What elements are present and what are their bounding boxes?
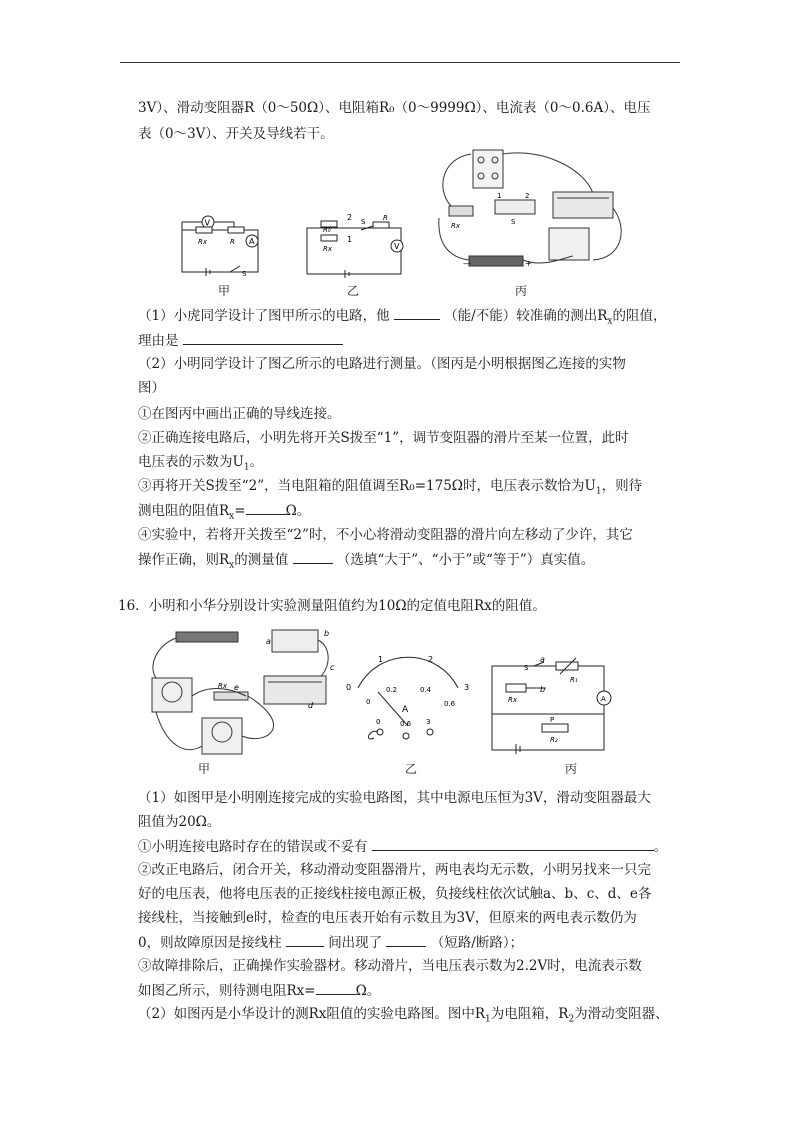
q15-s3b: ，则待 <box>601 478 643 494</box>
q16-blank-terminals[interactable] <box>286 932 324 947</box>
meter-t0: 0 <box>346 683 352 692</box>
fig-b-rx: Rx <box>323 245 333 253</box>
caption-yi-15: 乙 <box>347 284 360 298</box>
q15-blank-rx[interactable] <box>246 500 286 515</box>
q16-s2d3: （短路/断路）； <box>430 935 524 951</box>
fig-a-rx: Rx <box>198 238 208 246</box>
fig-c-rx: Rx <box>451 222 461 230</box>
fig-c-minus: — <box>463 259 471 268</box>
q15-step3-line1 <box>138 476 642 502</box>
fig-a-a: A <box>249 237 255 246</box>
fig16a-d: d <box>308 701 314 710</box>
q16-step1 <box>138 836 667 857</box>
q15-step1: ①在图丙中画出正确的导线连接。 <box>138 406 341 422</box>
q15-blank-reason[interactable] <box>183 330 343 345</box>
q16-s3b2: Ω。 <box>355 983 381 999</box>
q16-sub-1: 1 <box>485 1014 491 1025</box>
meter-t2: 2 <box>428 655 434 664</box>
fig16c-am: A <box>601 695 606 703</box>
q15-sub-x-1: x <box>607 316 613 327</box>
fig-c-plus: + <box>525 259 532 268</box>
meter-unit: A <box>402 705 409 715</box>
circuit-figure-yi <box>303 208 411 280</box>
fig16c-a: a <box>540 655 545 664</box>
circuit-figure-bing-16 <box>486 652 618 756</box>
fig-c-s: S <box>511 218 516 226</box>
q16-step2-line4 <box>138 932 523 953</box>
q15-s3e: Ω。 <box>285 503 311 519</box>
q15-sub-1-a: 1 <box>243 462 250 473</box>
fig16a-e: e <box>234 683 239 692</box>
q16-s2d1: 0，则故障原因是接线柱 <box>138 935 282 951</box>
fig-b-2: 2 <box>347 213 353 222</box>
caption-bing-16: 丙 <box>565 762 578 776</box>
fig-a-r: R <box>230 238 235 246</box>
fig16c-b: b <box>540 685 546 694</box>
q16-s1: ①小明连接电路时存在的错误或不妥有 <box>138 839 368 855</box>
q15-period: 。 <box>249 454 264 470</box>
q16-title: 16．小明和小华分别设计实验测量阻值约为10Ω的定值电阻Rx的阻值。 <box>118 598 546 614</box>
apparatus-figure-bing <box>433 148 633 286</box>
meter-t3: 3 <box>464 683 470 692</box>
q16-part1-line2: 阻值为20Ω。 <box>138 814 221 830</box>
q15-p1d: 理由是 <box>138 333 179 349</box>
fig-b-1: 1 <box>347 235 353 244</box>
q16-blank-rx[interactable] <box>316 980 356 995</box>
apparatus-figure-jia-16 <box>146 626 342 766</box>
fig16a-c: c <box>330 663 335 672</box>
caption-bing-15: 丙 <box>515 284 528 298</box>
fig-a-v: V <box>204 218 210 228</box>
q16-step2-line2: 好的电压表，他将电压表的正接线柱接电源正极，负接线柱依次试触a、b、c、d、e各 <box>138 886 652 902</box>
circuit-figure-jia <box>178 208 264 276</box>
q16-p2c: 为滑动变阻器、 <box>574 1006 669 1022</box>
q15-step2-line2 <box>138 452 263 478</box>
q15-sub-x-2: x <box>229 511 235 522</box>
q16-step2-line3: 接线柱，当接触到e时，检查的电压表开始有示数且为3V，但原来的两电表示数仍为 <box>138 910 637 926</box>
q15-s4c: 的测量值 <box>234 552 289 568</box>
fig16c-p: P <box>550 716 555 724</box>
materials-line-1: 3V）、滑动变阻器R（0～50Ω）、电阻箱R₀（0～9999Ω）、电流表（0～0.6A）、电压 <box>138 100 651 116</box>
fig16a-b: b <box>324 629 330 638</box>
q15-sub-x-3: x <box>229 560 235 571</box>
q16-step3-line1: ③故障排除后，正确操作实验器材。移动滑片，当电压表示数为2.2V时，电流表示数 <box>138 958 642 974</box>
caption-yi-16: 乙 <box>405 762 418 776</box>
q15-s3d: = <box>234 503 246 519</box>
caption-jia-15: 甲 <box>218 284 231 298</box>
fig-b-r0: R₀ <box>323 226 331 234</box>
q16-s3b1: 如图乙所示，则待测电阻Rx= <box>138 983 316 999</box>
meter-t1: 1 <box>378 655 384 664</box>
q16-step3-line2 <box>138 980 380 1001</box>
q15-step3-line2 <box>138 500 310 527</box>
q15-s4d: （选填“大于”、“小于”或“等于”）真实值。 <box>336 552 595 568</box>
fig16c-r1: R₁ <box>570 676 578 684</box>
q16-blank-fault[interactable] <box>386 932 426 947</box>
q15-blank-compare[interactable] <box>293 549 333 564</box>
fig16a-rx: Rx <box>218 682 228 690</box>
fig16c-r2: R₂ <box>550 736 558 744</box>
caption-jia-16: 甲 <box>198 762 211 776</box>
q16-s1end: 。 <box>653 839 668 855</box>
meter-b04: 0.4 <box>420 686 432 694</box>
q15-s3a: ③再将开关S拨至“2”，当电阻箱的阻值调至R₀=175Ω时，电压表示数恰为U <box>138 478 596 494</box>
q16-part2-line1 <box>138 1004 669 1030</box>
q16-s2d2: 间出现了 <box>328 935 383 951</box>
q15-part1-line1 <box>138 305 666 332</box>
q16-part1-line1: （1）如图甲是小明刚连接完成的实验电路图，其中电源电压恒为3V，滑动变阻器最大 <box>138 790 651 806</box>
q15-part2-line2: 图） <box>138 380 165 396</box>
q15-blank-can[interactable] <box>394 305 440 320</box>
q16-step2-line1: ②改正电路后，闭合开关，移动滑动变阻器滑片，两电表均无示数，小明另找来一只完 <box>138 862 651 878</box>
q15-s3c: 测电阻的阻值R <box>138 503 230 519</box>
q15-s4b: 操作正确，则R <box>138 552 230 568</box>
q16-sub-2: 2 <box>568 1014 575 1025</box>
q16-p2b: 为电阻箱，R <box>490 1006 569 1022</box>
q15-part2-line1: （2）小明同学设计了图乙所示的电路进行测量。（图丙是小明根据图乙连接的实物 <box>138 356 626 372</box>
q15-sub-1-b: 1 <box>595 486 602 497</box>
meter-b02: 0.2 <box>386 686 398 694</box>
fig16c-s: S <box>524 664 529 672</box>
fig-b-v: V <box>394 242 400 251</box>
meter-b0: 0 <box>366 698 371 706</box>
header-rule <box>120 62 680 63</box>
q16-blank-errors[interactable] <box>372 836 654 851</box>
q15-s2b: 电压表的示数为U <box>138 454 244 470</box>
fig-c-2: 2 <box>525 192 530 200</box>
q15-part1-line2 <box>138 330 343 351</box>
fig16c-rx: Rx <box>508 696 518 704</box>
q16-p2: （2）如图丙是小华设计的测Rx阻值的实验电路图。图中R <box>138 1006 486 1022</box>
q15-p1a: （1）小虎同学设计了图甲所示的电路，他 <box>138 308 390 324</box>
fig16a-a: a <box>266 637 271 646</box>
ammeter-figure-yi-16 <box>344 648 474 744</box>
q15-p1b: （能/不能）较准确的测出R <box>444 308 608 324</box>
materials-line-2: 表（0～3V）、开关及导线若干。 <box>138 126 334 142</box>
fig-c-1: 1 <box>497 192 502 200</box>
q15-step2-line1: ②正确连接电路后，小明先将开关S拨至“1”，调节变阻器的滑片至某一位置，此时 <box>138 430 629 446</box>
q15-p1c: 的阻值， <box>612 308 667 324</box>
meter-k3: 3 <box>426 718 431 726</box>
fig-a-s: S <box>242 270 247 276</box>
meter-b06: 0.6 <box>444 700 456 708</box>
fig-b-r: R <box>383 214 388 222</box>
q15-step4-line2 <box>138 549 594 576</box>
fig-b-s: S <box>361 218 366 226</box>
meter-k2: 0.6 <box>400 720 412 728</box>
meter-k1: 0 <box>376 718 381 726</box>
q15-step4-line1: ④实验中，若将开关拨至“2”时，不小心将滑动变阻器的滑片向左移动了少许，其它 <box>138 527 633 543</box>
